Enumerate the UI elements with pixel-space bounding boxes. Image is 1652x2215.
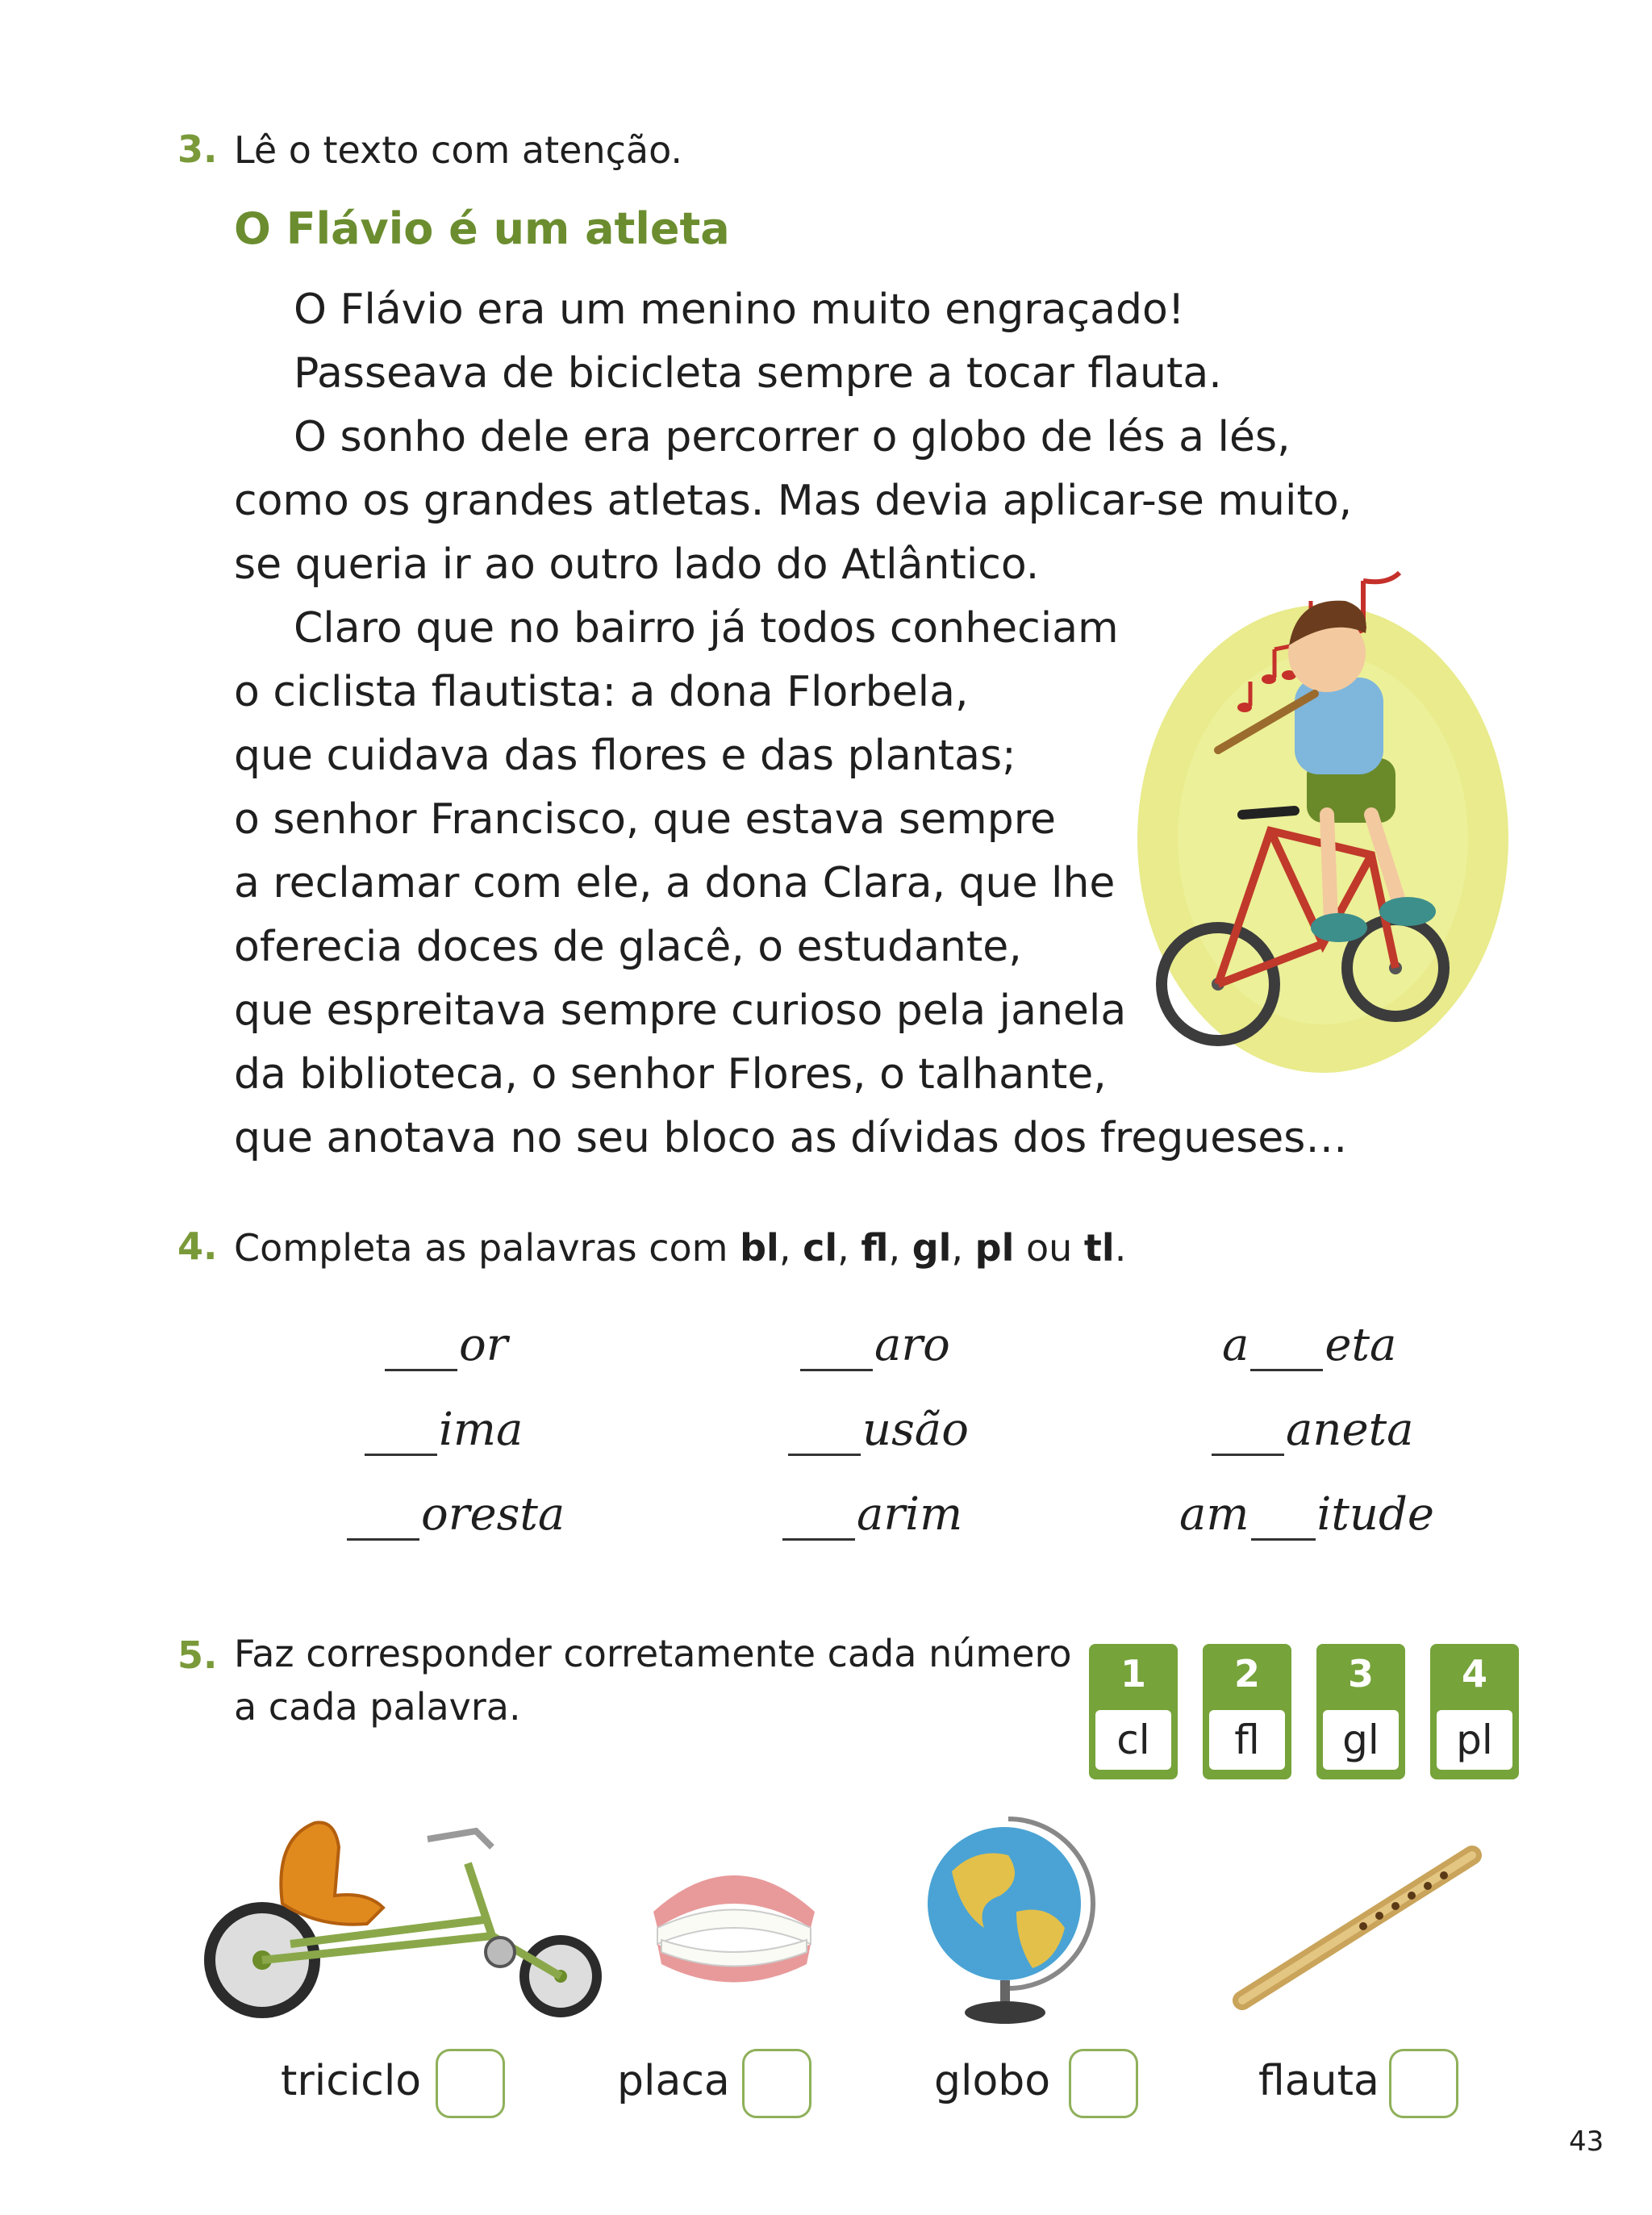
period: . [1114, 1226, 1127, 1270]
q4-number: 4. [177, 1224, 218, 1268]
story-line: a reclamar com ele, a dona Clara, que lhe [234, 859, 1116, 907]
cluster-pl: pl [974, 1226, 1015, 1270]
word-blank-4[interactable] [363, 1404, 523, 1456]
story-line: que anotava no seu bloco as dívidas dos fregueses… [234, 1114, 1348, 1162]
word-blank-1[interactable] [383, 1319, 507, 1371]
tile-2 [1203, 1644, 1291, 1779]
word-suffix: itude [1316, 1488, 1434, 1541]
word-globo: globo [934, 2057, 1051, 2105]
tile-3 [1316, 1644, 1405, 1779]
blank-line[interactable] [788, 1413, 861, 1456]
story-line: oferecia doces de glacê, o estudante, [234, 923, 1022, 971]
word-triciclo: triciclo [281, 2057, 422, 2105]
cluster-fl: fl [861, 1226, 889, 1270]
q5-number: 5. [177, 1633, 218, 1677]
globe-icon [920, 1815, 1097, 2033]
word-suffix: usão [862, 1404, 969, 1456]
word-blank-7[interactable] [345, 1488, 565, 1541]
blank-line[interactable] [385, 1329, 457, 1371]
q3-number: 3. [177, 127, 218, 171]
blank-line[interactable] [782, 1498, 855, 1541]
story-line: como os grandes atletas. Mas devia aplicar-se muito, [234, 477, 1353, 525]
word-flauta: flauta [1258, 2057, 1379, 2105]
answer-box-triciclo[interactable] [436, 2049, 505, 2118]
word-blank-5[interactable] [786, 1404, 969, 1456]
word-suffix: aneta [1286, 1404, 1414, 1456]
story-line: que espreitava sempre curioso pela janela [234, 987, 1127, 1035]
sep: , [888, 1226, 912, 1270]
tile-1 [1089, 1644, 1178, 1779]
blank-line[interactable] [800, 1329, 873, 1371]
blank-line[interactable] [1250, 1329, 1323, 1371]
page-number: 43 [1569, 2125, 1604, 2158]
story-line: o senhor Francisco, que estava sempre [234, 795, 1056, 844]
tile-letters: cl [1095, 1710, 1171, 1770]
word-suffix: oresta [421, 1488, 565, 1541]
word-suffix: or [459, 1319, 508, 1371]
or-text: ou [1014, 1226, 1084, 1270]
tile-4 [1430, 1644, 1519, 1779]
q4-instruction [234, 1222, 1126, 1274]
story-line: da biblioteca, o senhor Flores, o talhante, [234, 1050, 1107, 1099]
q4-text: Completa as palavras com [234, 1226, 740, 1270]
dentures-icon [645, 1855, 823, 1984]
story-line: O sonho dele era percorrer o globo de lés a lés, [294, 413, 1291, 461]
cluster-cl: cl [803, 1226, 838, 1270]
flute-icon [1226, 1839, 1484, 2017]
cluster-gl: gl [912, 1226, 952, 1270]
word-suffix: aro [874, 1319, 950, 1371]
word-blank-6[interactable] [1210, 1404, 1413, 1456]
q3-instruction: Lê o texto com atenção. [234, 128, 683, 172]
answer-box-placa[interactable] [742, 2049, 811, 2118]
cluster-tl: tl [1083, 1226, 1115, 1270]
tile-letters: gl [1323, 1710, 1399, 1770]
boy-bicycle-illustration [1129, 565, 1516, 1081]
tile-letters: pl [1437, 1710, 1512, 1770]
tile-number: 3 [1347, 1652, 1374, 1696]
answer-box-globo[interactable] [1069, 2049, 1138, 2118]
word-blank-9[interactable] [1179, 1488, 1434, 1541]
tile-number: 4 [1461, 1652, 1487, 1696]
word-blank-2[interactable] [799, 1319, 950, 1371]
story-line: O Flávio era um menino muito engraçado! [294, 286, 1185, 334]
cluster-bl: bl [740, 1226, 779, 1270]
tile-number: 2 [1233, 1652, 1260, 1696]
story-title: O Flávio é um atleta [234, 203, 730, 254]
word-placa: placa [617, 2057, 730, 2105]
tile-letters: fl [1209, 1710, 1285, 1770]
sep: , [837, 1226, 861, 1270]
story-line: que cuidava das flores e das plantas; [234, 732, 1016, 780]
story-line: Passeava de bicicleta sempre a tocar flauta. [294, 349, 1222, 398]
word-suffix: arim [857, 1488, 963, 1541]
word-suffix: eta [1325, 1319, 1397, 1371]
word-blank-8[interactable] [781, 1488, 962, 1541]
word-blank-3[interactable] [1222, 1319, 1396, 1371]
word-prefix: a [1222, 1319, 1249, 1371]
q5-line1: Faz corresponder corretamente cada número [234, 1632, 1072, 1675]
blank-line[interactable] [347, 1498, 419, 1541]
word-prefix: am [1179, 1488, 1249, 1541]
sep: , [951, 1226, 975, 1270]
sep: , [778, 1226, 803, 1270]
word-suffix: ima [439, 1404, 524, 1456]
story-line: se queria ir ao outro lado do Atlântico. [234, 540, 1040, 589]
tricycle-icon [202, 1807, 613, 2033]
answer-box-flauta[interactable] [1389, 2049, 1458, 2118]
blank-line[interactable] [365, 1413, 437, 1456]
story-line: o ciclista flautista: a dona Florbela, [234, 668, 969, 716]
blank-line[interactable] [1212, 1413, 1284, 1456]
q5-line2: a cada palavra. [234, 1685, 521, 1729]
blank-line[interactable] [1251, 1498, 1316, 1541]
story-line: Claro que no bairro já todos conheciam [294, 604, 1119, 653]
tile-number: 1 [1120, 1652, 1146, 1696]
